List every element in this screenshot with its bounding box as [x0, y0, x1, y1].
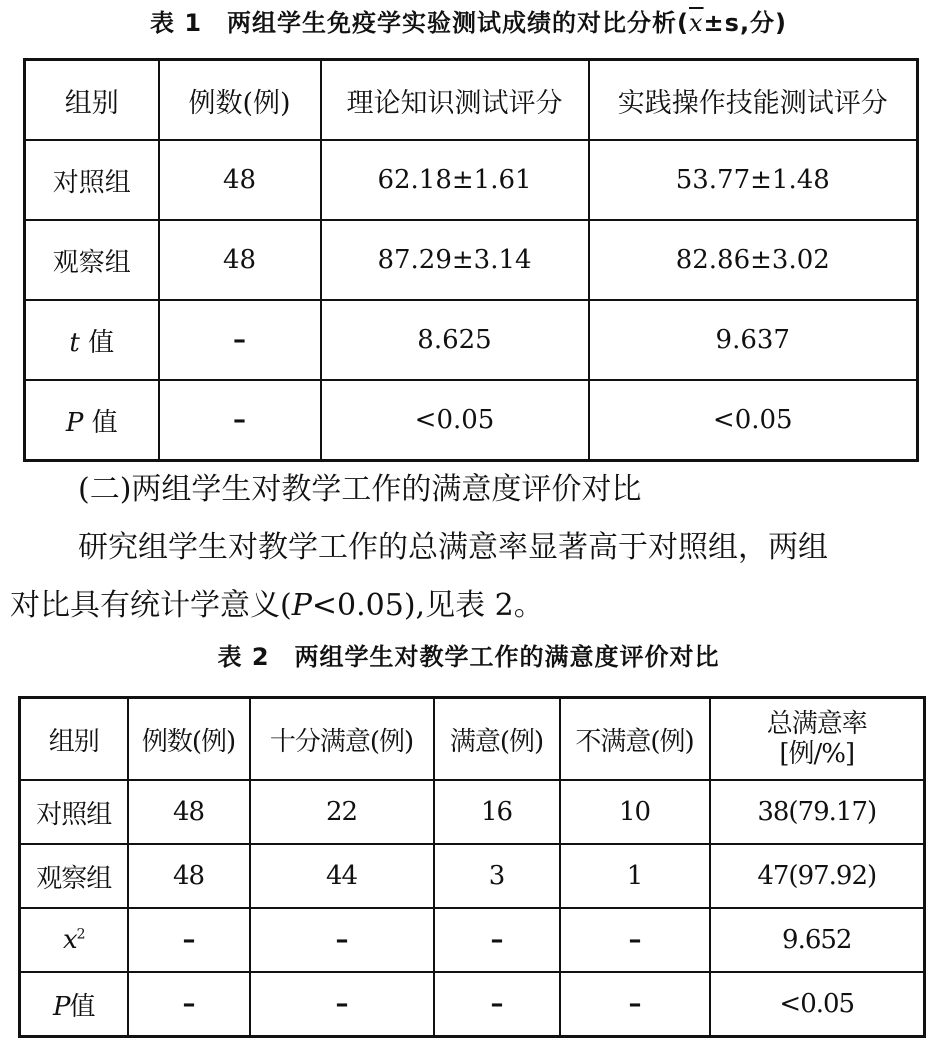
count-cell: 48: [128, 780, 250, 844]
practice-cell: 53.77±1.48: [589, 140, 918, 220]
count-cell: –: [128, 908, 250, 972]
practice-cell: 82.86±3.02: [589, 220, 918, 300]
satisfied-cell: –: [434, 972, 560, 1037]
satisfied-cell: 16: [434, 780, 560, 844]
table1-caption: 表 1 两组学生免疫学实验测试成绩的对比分析($\overline{x}\pm s$,分): [149, 9, 788, 37]
total-rate-cell: 9.652: [710, 908, 925, 972]
table2-header-row: [20, 698, 925, 781]
table1: [23, 58, 919, 462]
total-rate-cell: 47(97.92): [710, 844, 925, 908]
very-satisfied-cell: –: [250, 908, 434, 972]
table-row: [25, 300, 918, 380]
theory-cell: 8.625: [321, 300, 589, 380]
table2-caption: 表 2 两组学生对教学工作的满意度评价对比: [217, 643, 720, 671]
header-cell: 组别: [25, 60, 159, 141]
count-cell: 48: [159, 220, 321, 300]
paragraph-line-2: 对比具有统计学意义(P<0.05),见表 2。: [10, 588, 544, 623]
header-cell: 理论知识测试评分: [321, 60, 589, 141]
header-cell: 不满意(例): [560, 698, 710, 781]
unsatisfied-cell: –: [560, 908, 710, 972]
table-row: [25, 220, 918, 300]
table-row: [20, 780, 925, 844]
header-cell: 组别: [20, 698, 128, 781]
section-subheading: (二)两组学生对教学工作的满意度评价对比: [78, 472, 642, 507]
header-cell: 总满意率 [例/%]: [710, 698, 925, 781]
table-row: [20, 844, 925, 908]
unsatisfied-cell: –: [560, 972, 710, 1037]
group-cell: P值: [20, 972, 128, 1037]
total-rate-cell: 38(79.17): [710, 780, 925, 844]
table-row: [25, 140, 918, 220]
table-row: [20, 908, 925, 972]
theory-cell: 87.29±3.14: [321, 220, 589, 300]
header-cell: 例数(例): [128, 698, 250, 781]
paragraph-line-1: 研究组学生对教学工作的总满意率显著高于对照组，两组: [78, 530, 828, 565]
very-satisfied-cell: 22: [250, 780, 434, 844]
group-cell: 观察组: [20, 844, 128, 908]
group-cell: 对照组: [20, 780, 128, 844]
total-rate-cell: <0.05: [710, 972, 925, 1037]
table1-header-row: [25, 60, 918, 141]
satisfied-cell: –: [434, 908, 560, 972]
very-satisfied-cell: 44: [250, 844, 434, 908]
header-cell: 满意(例): [434, 698, 560, 781]
table2: [18, 696, 926, 1038]
group-cell: $x^2$: [20, 908, 128, 972]
count-cell: –: [128, 972, 250, 1037]
group-cell: 对照组: [25, 140, 159, 220]
practice-cell: 9.637: [589, 300, 918, 380]
theory-cell: 62.18±1.61: [321, 140, 589, 220]
count-cell: –: [159, 380, 321, 461]
count-cell: 48: [159, 140, 321, 220]
count-cell: 48: [128, 844, 250, 908]
unsatisfied-cell: 1: [560, 844, 710, 908]
group-cell: P 值: [25, 380, 159, 461]
count-cell: –: [159, 300, 321, 380]
theory-cell: <0.05: [321, 380, 589, 461]
unsatisfied-cell: 10: [560, 780, 710, 844]
very-satisfied-cell: –: [250, 972, 434, 1037]
table-row: [20, 972, 925, 1037]
header-cell: 实践操作技能测试评分: [589, 60, 918, 141]
practice-cell: <0.05: [589, 380, 918, 461]
satisfied-cell: 3: [434, 844, 560, 908]
x-bar-symbol: $\overline{x}$: [689, 9, 704, 37]
table-row: [25, 380, 918, 461]
group-cell: 观察组: [25, 220, 159, 300]
group-cell: t 值: [25, 300, 159, 380]
header-cell: 例数(例): [159, 60, 321, 141]
header-cell: 十分满意(例): [250, 698, 434, 781]
